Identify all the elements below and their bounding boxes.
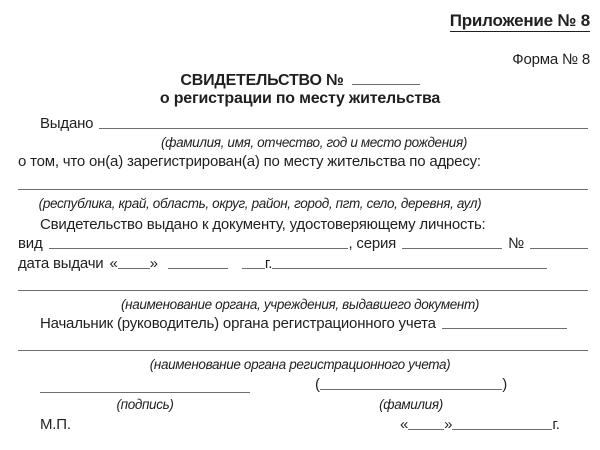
footer-quote-open: « (400, 416, 409, 433)
certificate-subtitle-row (0, 90, 600, 108)
certificate-title: СВИДЕТЕЛЬСТВО № (180, 72, 344, 89)
issue-year-blank (242, 268, 265, 269)
surname-blank-row (315, 376, 507, 393)
issue-month-blank (168, 268, 228, 269)
address-caption: (республика, край, область, округ, район, город, пгт, село, деревня, аул) (38, 196, 482, 211)
certificate-number-blank (352, 79, 420, 85)
surname-paren-close: ) (502, 376, 507, 393)
chief-label: Начальник (руководитель) органа регистрационного учета (40, 315, 436, 332)
signature-caption: (подпись) (116, 397, 174, 412)
certificate-subtitle: о регистрации по месту жительства (159, 90, 441, 107)
issue-date-quote-close: » (149, 255, 158, 272)
signature-caption-row (40, 397, 250, 412)
kind-blank (49, 248, 349, 249)
identity-statement: Свидетельство выдано к документу, удостоверяющему личность: (40, 216, 486, 233)
surname-caption: (фамилия) (379, 397, 443, 412)
address-blank (18, 189, 588, 190)
issued-to-blank (99, 128, 588, 129)
form-number-label: Форма № 8 (512, 51, 590, 68)
issue-year-suffix: г. (264, 255, 273, 272)
certificate-title-row (0, 72, 600, 90)
appendix-header (450, 11, 590, 31)
appendix-label: Приложение № 8 (449, 11, 590, 30)
document-kind-row (18, 235, 588, 252)
footer-day-blank (408, 429, 444, 430)
issue-extra-blank (272, 268, 547, 269)
issued-row (40, 115, 588, 132)
number-label: № (508, 235, 524, 252)
kind-label: вид (18, 235, 43, 252)
footer-quote-close: » (444, 416, 453, 433)
issued-caption-row (40, 135, 588, 150)
footer-month-blank (452, 429, 552, 430)
form-number-header (512, 51, 590, 68)
registration-org-blank (18, 350, 588, 351)
chief-blank (442, 328, 567, 329)
reg-org-caption-row (0, 357, 600, 372)
surname-caption-row (315, 397, 507, 412)
issue-date-label: дата выдачи (18, 255, 104, 272)
address-caption-row (0, 196, 520, 211)
issue-day-blank (118, 268, 150, 269)
footer-year-suffix: г. (552, 416, 560, 433)
reg-org-caption: (наименование органа регистрационного учета) (149, 357, 451, 372)
document-issuer-blank (18, 290, 588, 291)
footer-date-row (400, 416, 572, 433)
issued-label: Выдано (40, 115, 94, 132)
chief-row (40, 315, 567, 332)
surname-paren-open: ( (315, 376, 320, 393)
signature-blank (40, 392, 250, 393)
issue-date-row (18, 255, 547, 272)
registered-statement: о том, что он(а) зарегистрирован(а) по месту жительства по адресу: (18, 153, 481, 170)
series-blank (402, 248, 502, 249)
issue-date-quote-open: « (109, 255, 118, 272)
series-label: , серия (348, 235, 397, 252)
issuing-org-caption: (наименование органа, учреждения, выдавшего документ) (120, 297, 480, 312)
issuing-org-caption-row (0, 297, 600, 312)
number-blank (530, 248, 588, 249)
surname-blank (320, 389, 502, 390)
issued-caption: (фамилия, имя, отчество, год и место рождения) (161, 135, 467, 150)
seal-label: М.П. (40, 416, 71, 433)
